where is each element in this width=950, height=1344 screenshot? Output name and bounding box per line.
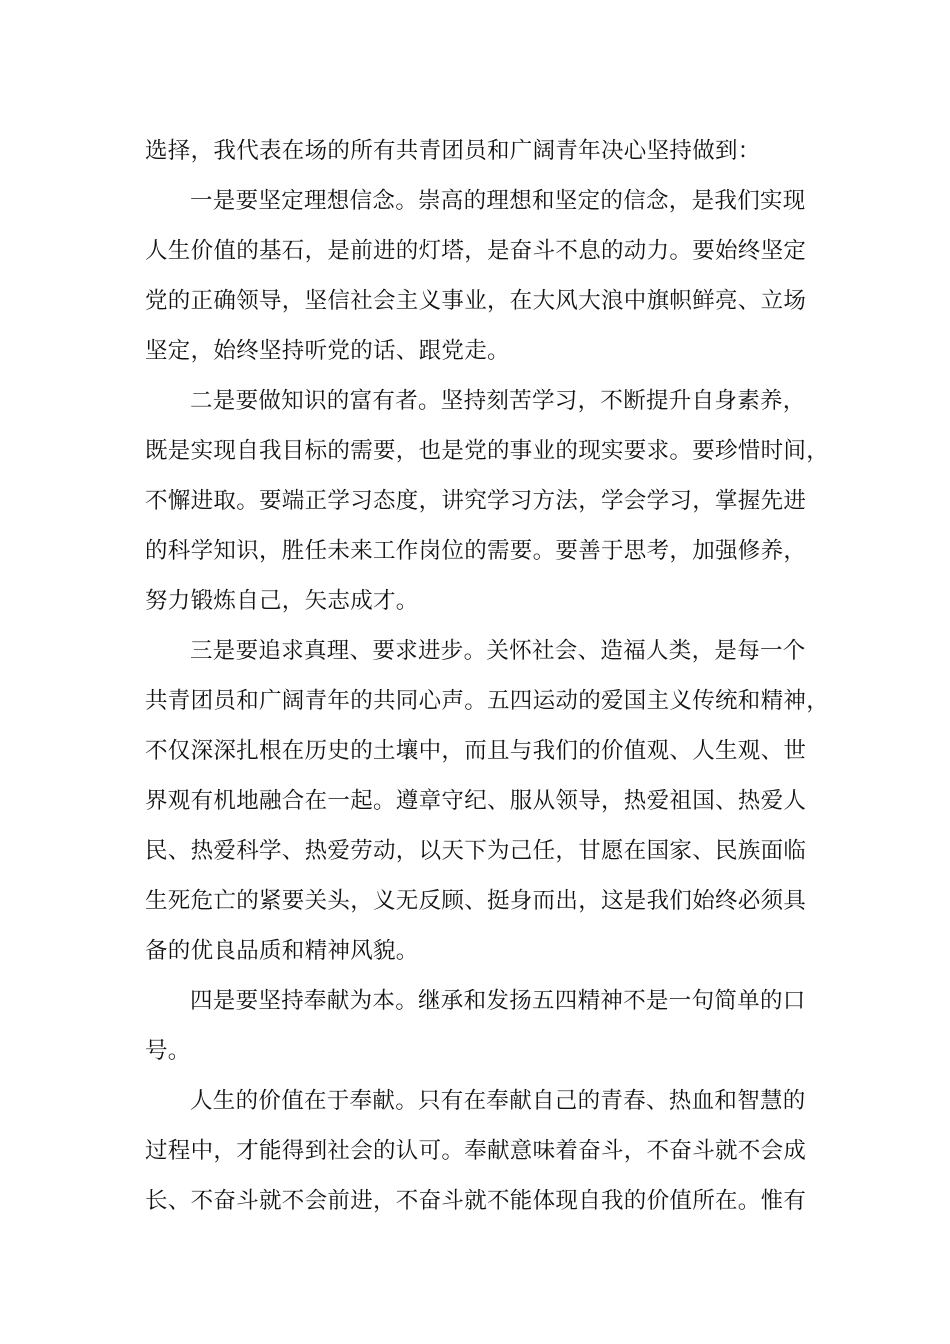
text-line: 不懈进取。要端正学习态度，讲究学习方法，学会学习，掌握先进	[145, 488, 807, 514]
paragraph-first-line: 一是要坚定理想信念。崇高的理想和坚定的信念，是我们实现	[190, 188, 806, 214]
paragraph-first-line: 三是要追求真理、要求进步。关怀社会、造福人类，是每一个	[190, 638, 806, 664]
text-line: 备的优良品质和精神风貌。	[145, 938, 419, 964]
text-line: 共青团员和广阔青年的共同心声。五四运动的爱国主义传统和精神，	[145, 688, 830, 714]
text-line: 号。	[145, 1038, 191, 1064]
text-line: 人生价值的基石，是前进的灯塔，是奋斗不息的动力。要始终坚定	[145, 238, 807, 264]
text-line: 既是实现自我目标的需要，也是党的事业的现实要求。要珍惜时间，	[145, 438, 830, 464]
text-line: 选择，我代表在场的所有共青团员和广阔青年决心坚持做到：	[145, 138, 761, 164]
text-line: 坚定，始终坚持听党的话、跟党走。	[145, 338, 510, 364]
text-line: 过程中，才能得到社会的认可。奉献意味着奋斗，不奋斗就不会成	[145, 1138, 807, 1164]
text-line: 生死危亡的紧要关头，义无反顾、挺身而出，这是我们始终必须具	[145, 888, 807, 914]
paragraph-first-line: 四是要坚持奉献为本。继承和发扬五四精神不是一句简单的口	[190, 988, 806, 1014]
paragraph-first-line: 人生的价值在于奉献。只有在奉献自己的青春、热血和智慧的	[190, 1088, 806, 1114]
text-line: 努力锻炼自己，矢志成才。	[145, 588, 419, 614]
paragraph-first-line: 二是要做知识的富有者。坚持刻苦学习，不断提升自身素养，	[190, 388, 806, 414]
text-line: 党的正确领导，坚信社会主义事业，在大风大浪中旗帜鲜亮、立场	[145, 288, 807, 314]
text-line: 民、热爱科学、热爱劳动，以天下为己任，甘愿在国家、民族面临	[145, 838, 807, 864]
text-line: 不仅深深扎根在历史的土壤中，而且与我们的价值观、人生观、世	[145, 738, 807, 764]
text-line: 长、不奋斗就不会前进，不奋斗就不能体现自我的价值所在。惟有	[145, 1188, 807, 1214]
text-line: 界观有机地融合在一起。遵章守纪、服从领导，热爱祖国、热爱人	[145, 788, 807, 814]
text-line: 的科学知识，胜任未来工作岗位的需要。要善于思考，加强修养，	[145, 538, 807, 564]
